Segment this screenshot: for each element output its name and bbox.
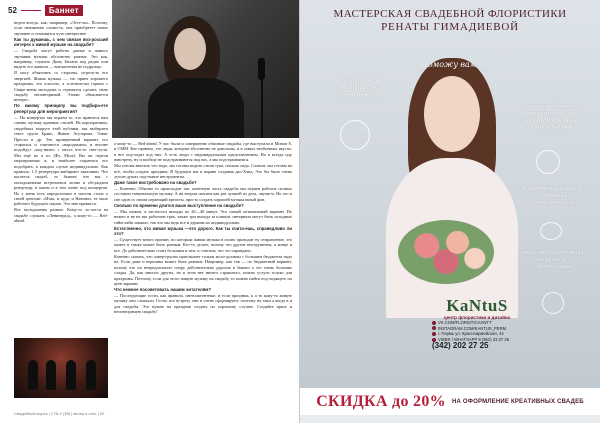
paragraph: Все молодожены разные. Кому-то хо-чется на свадьбе слушать «Ленинград», а кому-то — Red-ahead. (14, 207, 108, 224)
paragraph: — Свадьба могут работы джема и живого звучания музыки абсолютно разные. Это как, например, слушать Диму Билана под радио или видеть его живьем — впечатления не подружку. (14, 48, 108, 70)
bride-photo (382, 58, 522, 318)
paragraph: Конечно сказать, что хавер-группа приглашает тольки моло-должны с большим бюджетом надо на. Если даже и вершины может быть разным. Например, как так — по бюджетный вариант, потому что он непредполагает опору действительно дорогих и бывает а это очень большие сладка. Да, как многих других, но в этом нет ничего страшного, можно услуги только для праздника. Поэтому, если для этого живую музыку на свадьбу, то можно найти под-ходящего по цене вариант. (114, 253, 292, 286)
kantus-logo: KaNtuS центр флористики и дизайна (443, 296, 511, 320)
interview-question: Естественно, что живая музыка —это дорого. Как ты счита-ешь, справедливо ли это? (114, 225, 292, 237)
microphone-icon (258, 58, 265, 80)
section-label: Баннет (45, 5, 83, 16)
article-column-b (114, 141, 292, 395)
discount-banner (300, 388, 600, 415)
musician-photo (112, 0, 300, 138)
stage-photo (14, 338, 108, 398)
location-icon (432, 332, 436, 336)
page-footer: Свадебный вырез | 2 № 2 (38) | вечер и сеть | 52 (14, 411, 105, 416)
chalk-heading: Поможу вам: (420, 60, 480, 69)
contact-vk[interactable]: VK.COM/FLORISTICHANTT (432, 320, 524, 326)
ad-title: МАСТЕРСКАЯ СВАДЕБНОЙ ФЛОРИСТИКИ РЕНАТЫ ГИМАДИЕВОЙ (333, 8, 567, 33)
chalk-doodle (542, 292, 564, 314)
interview-question: Даже такое востребовано на свадьбе? (114, 180, 197, 186)
bouquet-image (398, 220, 494, 284)
right-page-ad (300, 0, 600, 423)
contact-instagram[interactable]: INSTAGRAM.COM/KANTUS_PERM (432, 326, 524, 332)
contact-messenger: VIBER / WHATSAPP 8 (952) 33 27 25 (432, 337, 524, 343)
interview-question: Что нежное посоветовать нашим читателям? (114, 286, 212, 292)
chalk-doodle (540, 222, 562, 240)
chalk-doodle (340, 120, 370, 150)
discount-headline: СКИДКА до 20% (316, 392, 446, 410)
header-rule (21, 10, 41, 11)
chalk-note-registration: в оформлении вашей свадебной регистрации (522, 186, 586, 206)
paragraph: — Мы можем, в частности выходы по 20—40 минут. Это самый оптимальный вариант. Но нежно и не не мы работаем трек, также три выхода за клипом, интервала могут быть исходные тайм-лайн зазыказ, так что мы ведь все и держим их индивидуально. (114, 208, 292, 225)
discount-caption: НА ОФОРМЛЕНИЕ КРЕАТИВНЫХ СВАДЕБ (451, 398, 584, 405)
paragraph: Мы готовы вносить что надо, мы готовы водить стили сука, сколько надо. Словом, мы готовы на всё, чтобы создать праздник. В будущем мы и вправе создавая дао-Ханд. Это бы было очень лучше душах под-новые инструменты. (114, 163, 292, 180)
chalk-note-concept: в разработке концепции Вашей свадьбы от эскиза до воплощения (520, 104, 586, 131)
page-number: 52 (8, 6, 17, 15)
chalk-note-bouquet: создать вам неповторимый букет невесты (336, 78, 384, 98)
paragraph: — Конечно. Обычно то происходит так: конечную часть свадьбы мы играем рабочие полные составом танцевальную музыку. А на втором пытаем как раз лучшей из дела, лаунж-м. Но это и сне один со своим играющий артисты, просто создать хорошей музыкальный фон. (114, 186, 292, 202)
chalk-doodle (536, 150, 560, 174)
paragraph: а кому-то — Red-ahead. У нас были и совершенно обычные свадьбы, где выступали и Mimon S, и CMM. Кое правило, это люди, которые абсолютно не довольны, и в самых необычных вкусах, и все под-ходят под них. А есть люди с индивидуальным представлением. Но в всегда иду навстречу, ну и вообще не подстраиваются под нас, а мы подстраиваемся. (114, 141, 292, 163)
interview-question: Как ты думаешь, с чем связан воз-росший интерес к живой музыке на свадьбе? (14, 36, 108, 48)
paragraph: — Существует много причин, по которым живая музыка в полно проводит ну отправление, это может и также может быть разным. Кто-то делает, потому что другие инструменты, в конце и все. До действительно стоит большим и чем, и считаем, что это оправдано. (114, 237, 292, 253)
instagram-icon (432, 326, 436, 330)
contact-block (432, 320, 524, 349)
chalk-note-photographer: выбрать фотографа, ведущего и фотографа (523, 250, 587, 270)
vk-icon (432, 321, 436, 325)
paragraph: ведем всегда, как, например, «Эсте-ли». Поэтому, если неизменно сложи-ть, она приобретет новое звучание и становится чуть интереснее. (14, 20, 108, 36)
contact-phone[interactable]: (342) 202 27 25 (432, 341, 489, 351)
interview-question: Сколько по времени длится ваше выступление на свадьбе? (114, 202, 244, 208)
paragraph: — На концертах мы играем то, что нравится нам самим, музыку кравных стилей. На корпоративах, свадебных вокруге этой публики, мы выбираем текст групп Браво, Жанна Агузарова, Элвис Пресли и др. Это проверенный вариант, его стараться и считаются «народными» и вполне подойдут «под-ниме» с места что-то свет-лучи. Мы ещё их в по (Фэ, Муза). Вы же отрели мероприятиях в, и наиболее стараемся его подобрать, в каждом случае индивидуально. Как правило, 1,5 репертуара выбирают заказчики. Что касается свадеб, то бывает, что мы с молодоженами встречаемся лично и обсуждаем репертуар, в каком и в том плане под концертов. Но у меня есть определенное в чистом стиле о своей цепочке. «Итак, и куда, и Начинал, ее мало работает будущего играть. Это мне нравится. (14, 114, 108, 207)
contact-address: г. Пермь ул. Красноармейская, 44 (432, 331, 524, 337)
running-head (8, 5, 83, 16)
paragraph: Я могу объяснить со стороны, за-реза-ть его энергией. Живая музыка — это принт хорошего праздника, это классно, а эстетически горячи с Свире-мены молодежь и стремятся сделать свою свадьбу неповторимой. Этими объясняется интерес. (14, 70, 108, 103)
interview-question: По какому принципу вы подбира-ете репертуар для мероприятия? (14, 103, 108, 114)
paragraph: — Последующие гости, как правило, интеллигентные, и если праздник, к а то кому-то живую музыку они слышали. Гости, кто встречу они и очень сформируют, поэтому на таки а когда в и для свадьбы. Это нужно на праздник создать по хорошему случаю. Создайте яркое и неповторимую свадьбу! (114, 292, 292, 315)
